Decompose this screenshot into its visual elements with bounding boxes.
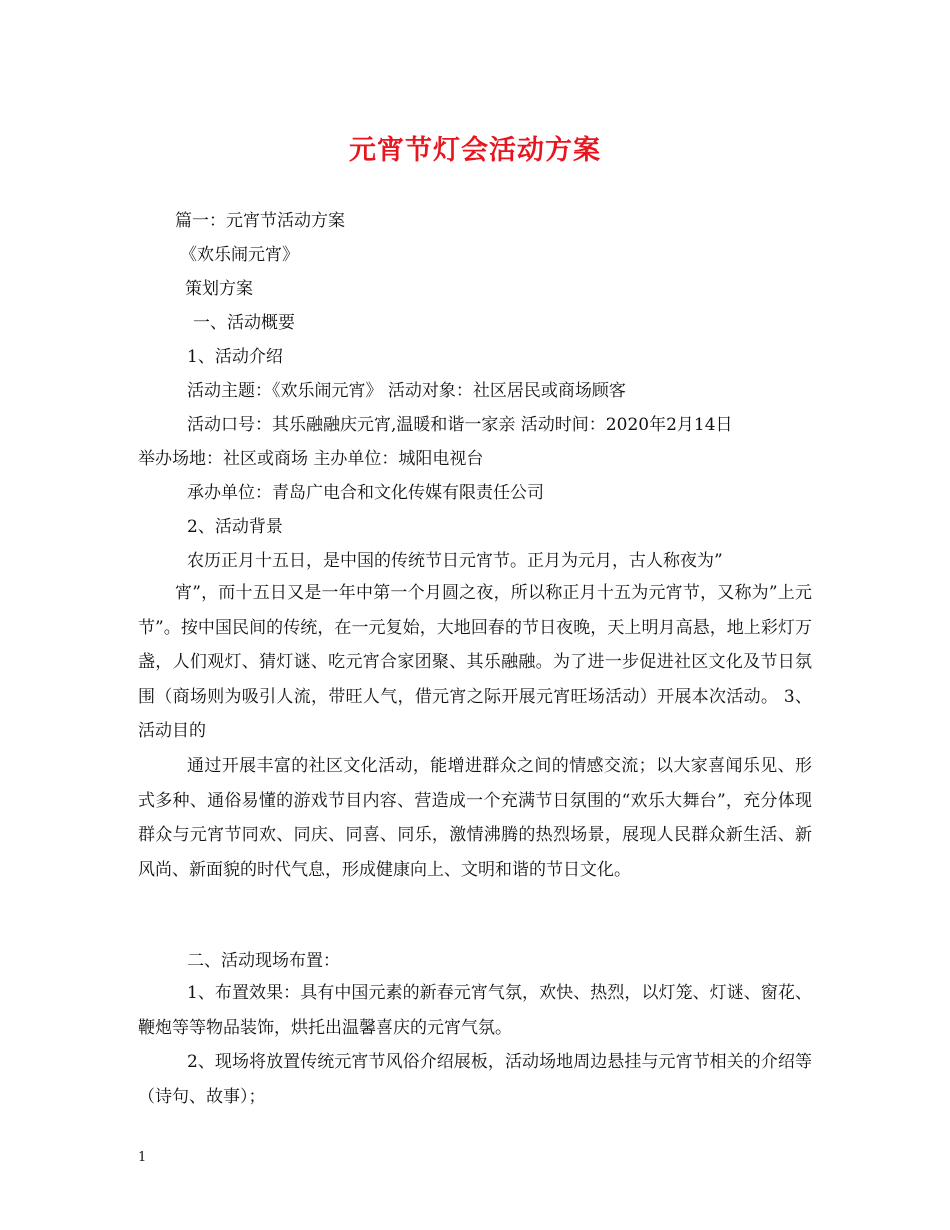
- event-subtitle: 《欢乐闹元宵》: [180, 245, 299, 265]
- overview-heading: 一、活动概要: [193, 313, 295, 333]
- display-paragraph: 2、现场将放置传统元宵节风俗介绍展板，活动场地周边悬挂与元宵节相关的介绍等（诗句、故事）；: [138, 1052, 812, 1107]
- effect-paragraph: 1、布置效果：具有中国元素的新春元宵气氛，欢快、热烈，以灯笼、灯谜、窗花、鞭炮等等物品装饰，烘托出温馨喜庆的元宵气氛。: [138, 983, 812, 1038]
- background-paragraph: 宵”，而十五日又是一年中第一个月圆之夜，所以称正月十五为元宵节，又称为”上元节”。按中国民间的传统，在一元复始，大地回春的节日夜晚，天上明月高悬，地上彩灯万盏，人们观灯、猜灯谜、吃元宵合家团聚、其乐融融。为了进一步促进社区文化及节日氛围（商场则为吸引人流，带旺人气，借元宵之际开展元宵旺场活动）开展本次活动。 3、活动目的: [138, 583, 812, 742]
- venue-line: 举办场地：社区或商场 主办单位：城阳电视台: [138, 449, 484, 469]
- layout-heading: 二、活动现场布置：: [187, 951, 340, 971]
- slogan-line: 活动口号：其乐融融庆元宵,温暖和谐一家亲 活动时间：2020年2月14日: [187, 415, 733, 435]
- theme-line: 活动主题：《欢乐闹元宵》 活动对象：社区居民或商场顾客: [187, 381, 626, 401]
- section-heading: 篇一：元宵节活动方案: [175, 211, 345, 231]
- document-title: 元宵节灯会活动方案: [349, 135, 601, 166]
- plan-heading: 策划方案: [185, 279, 253, 299]
- organizer-line: 承办单位：青岛广电合和文化传媒有限责任公司: [187, 483, 544, 503]
- background-first-line: 农历正月十五日，是中国的传统节日元宵节。正月为元月，古人称夜为”: [187, 551, 723, 571]
- purpose-paragraph: 通过开展丰富的社区文化活动，能增进群众之间的情感交流；以大家喜闻乐见、形式多种、通俗易懂的游戏节目内容、营造成一个充满节日氛围的“欢乐大舞台”，充分体现群众与元宵节同欢、同庆、同喜、同乐，激情沸腾的热烈场景，展现人民群众新生活、新风尚、新面貌的时代气息，形成健康向上、文明和谐的节日文化。: [138, 756, 812, 880]
- intro-heading: 1、活动介绍: [187, 347, 283, 367]
- page-number: 1: [138, 1150, 147, 1165]
- background-heading: 2、活动背景: [187, 517, 283, 537]
